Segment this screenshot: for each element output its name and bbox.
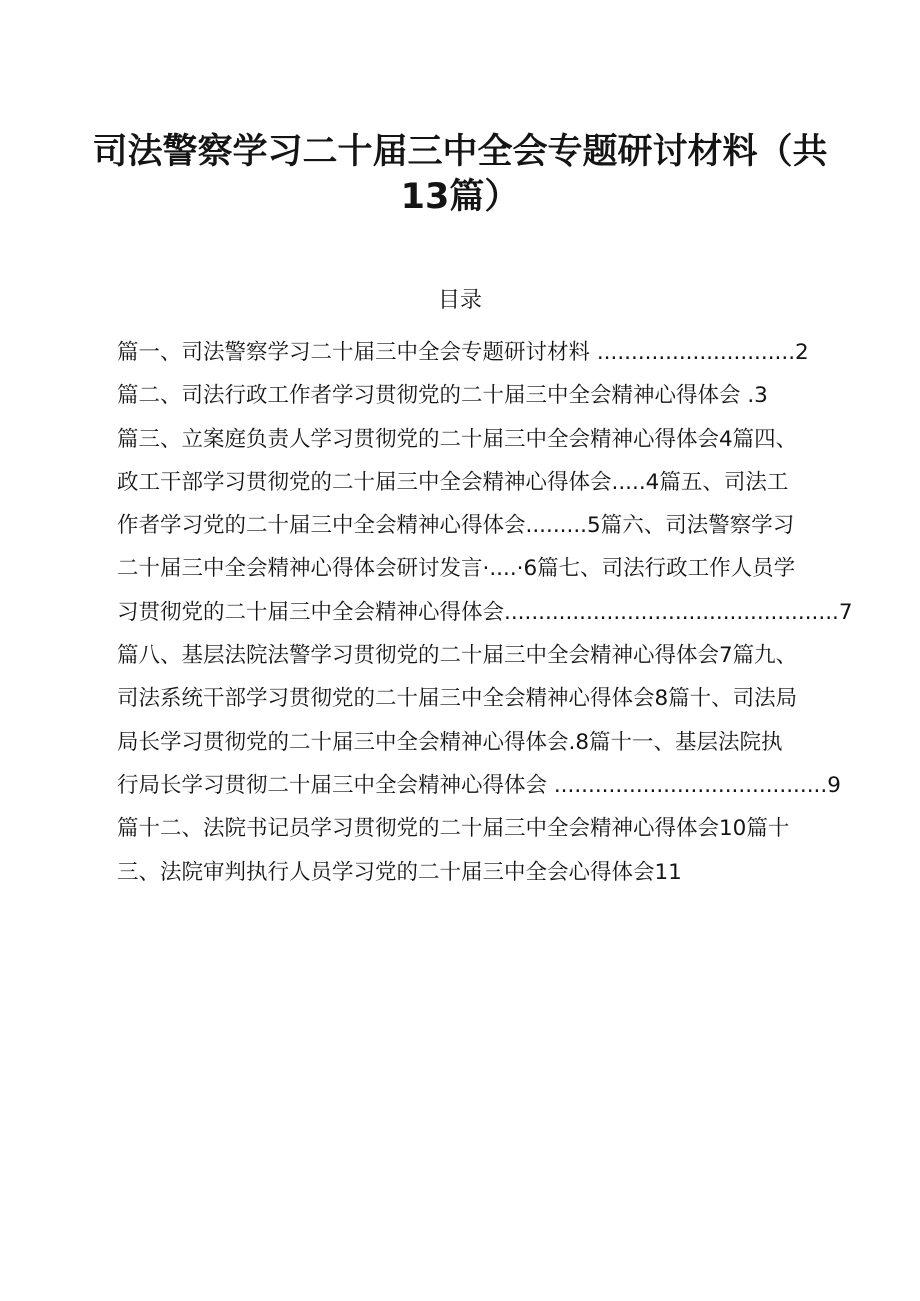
toc-line[interactable]: 篇三、立案庭负责人学习贯彻党的二十届三中全会精神心得体会4篇四、 — [117, 426, 798, 452]
toc-line[interactable]: 篇八、基层法院法警学习贯彻党的二十届三中全会精神心得体会7篇九、 — [117, 643, 798, 669]
document-title-line-2: 13篇） — [400, 177, 520, 217]
toc-line[interactable]: 作者学习党的二十届三中全会精神心得体会.........5篇六、司法警察学习 — [117, 513, 795, 539]
toc-line[interactable]: 篇十二、法院书记员学习贯彻党的二十届三中全会精神心得体会10篇十 — [117, 816, 790, 842]
toc-heading: 目录 — [437, 288, 482, 313]
toc-line[interactable]: 二十届三中全会精神心得体会研讨发言·....·6篇七、司法行政工作人员学 — [117, 556, 796, 582]
table-of-contents — [117, 336, 857, 899]
toc-line[interactable]: 局长学习贯彻党的二十届三中全会精神心得体会.8篇十一、基层法院执 — [117, 729, 783, 755]
toc-line[interactable]: 篇一、司法警察学习二十届三中全会专题研讨材料 .............................2 — [117, 340, 809, 365]
document-title-line-1: 司法警察学习二十届三中全会专题研讨材料（共 — [92, 132, 828, 172]
toc-line[interactable]: 行局长学习贯彻二十届三中全会精神心得体会 ........................................9 — [117, 772, 841, 798]
toc-line[interactable]: 政工干部学习贯彻党的二十届三中全会精神心得体会.....4篇五、司法工 — [117, 469, 789, 495]
toc-line[interactable]: 司法系统干部学习贯彻党的二十届三中全会精神心得体会8篇十、司法局 — [117, 686, 798, 712]
toc-line[interactable]: 三、法院审判执行人员学习党的二十届三中全会心得体会11 — [117, 859, 682, 885]
toc-line[interactable]: 习贯彻党的二十届三中全会精神心得体会.................................................7 — [117, 599, 853, 625]
toc-line[interactable]: 篇二、司法行政工作者学习贯彻党的二十届三中全会精神心得体会 .3 — [117, 383, 768, 409]
